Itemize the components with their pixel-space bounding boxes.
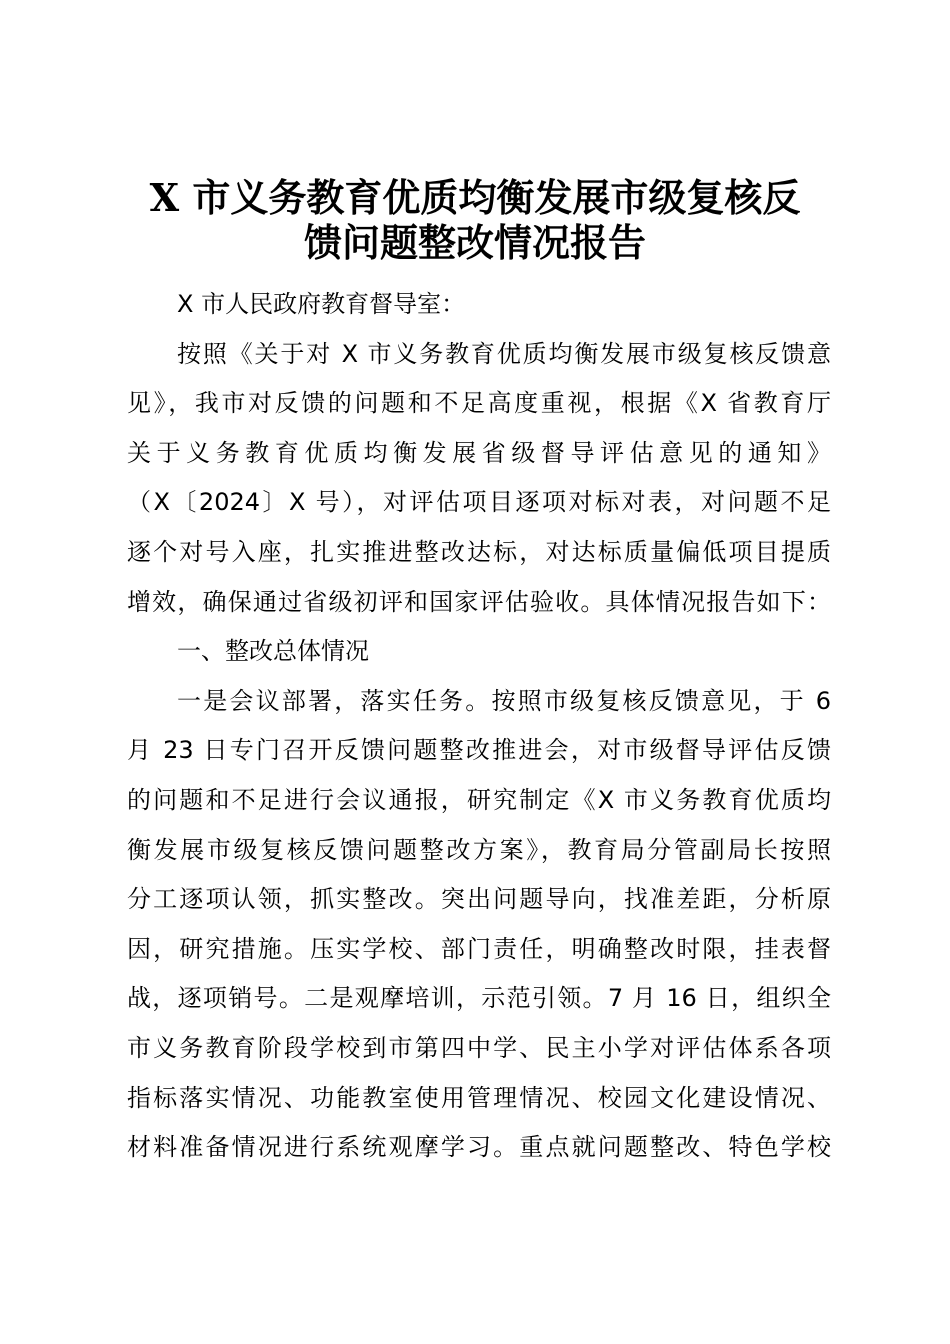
body-line: 分工逐项认领，抓实整改。突出问题导向，找准差距，分析原 (127, 885, 831, 914)
body-line: 一是会议部署，落实任务。按照市级复核反馈意见，于 6 (177, 686, 831, 715)
body-line: 月 23 日专门召开反馈问题整改推进会，对市级督导评估反馈 (127, 736, 831, 765)
body-line: 见》，我市对反馈的问题和不足高度重视，根据《X 省教育厅 (127, 389, 831, 418)
body-line: 增效，确保通过省级初评和国家评估验收。具体情况报告如下： (127, 587, 831, 616)
body-line: 衡发展市级复核反馈问题整改方案》，教育局分管副局长按照 (127, 835, 831, 864)
body-line: 因，研究措施。压实学校、部门责任，明确整改时限，挂表督 (127, 934, 831, 963)
document-title (120, 175, 830, 265)
section-heading: 一、整改总体情况 (177, 637, 369, 666)
document-body (127, 280, 831, 1173)
body-line: 指标落实情况、功能教室使用管理情况、校园文化建设情况、 (127, 1083, 831, 1112)
title-line: X 市义务教育优质均衡发展市级复核反 (149, 175, 801, 220)
salutation: X 市人民政府教育督导室： (177, 290, 466, 318)
title-line: 馈问题整改情况报告 (303, 220, 646, 265)
body-line: 按照《关于对 X 市义务教育优质均衡发展市级复核反馈意 (177, 339, 831, 368)
body-line: 的问题和不足进行会议通报，研究制定《X 市义务教育优质均 (127, 785, 831, 814)
body-line: 战，逐项销号。二是观摩培训，示范引领。7 月 16 日，组织全 (127, 984, 831, 1013)
body-line: （X〔2024〕X 号），对评估项目逐项对标对表，对问题不足 (127, 488, 831, 517)
body-line: 逐个对号入座，扎实推进整改达标，对达标质量偏低项目提质 (127, 537, 831, 566)
body-line: 材料准备情况进行系统观摩学习。重点就问题整改、特色学校 (127, 1133, 831, 1162)
body-line: 关于义务教育优质均衡发展省级督导评估意见的通知》 (127, 438, 831, 467)
body-line: 市义务教育阶段学校到市第四中学、民主小学对评估体系各项 (127, 1033, 831, 1062)
